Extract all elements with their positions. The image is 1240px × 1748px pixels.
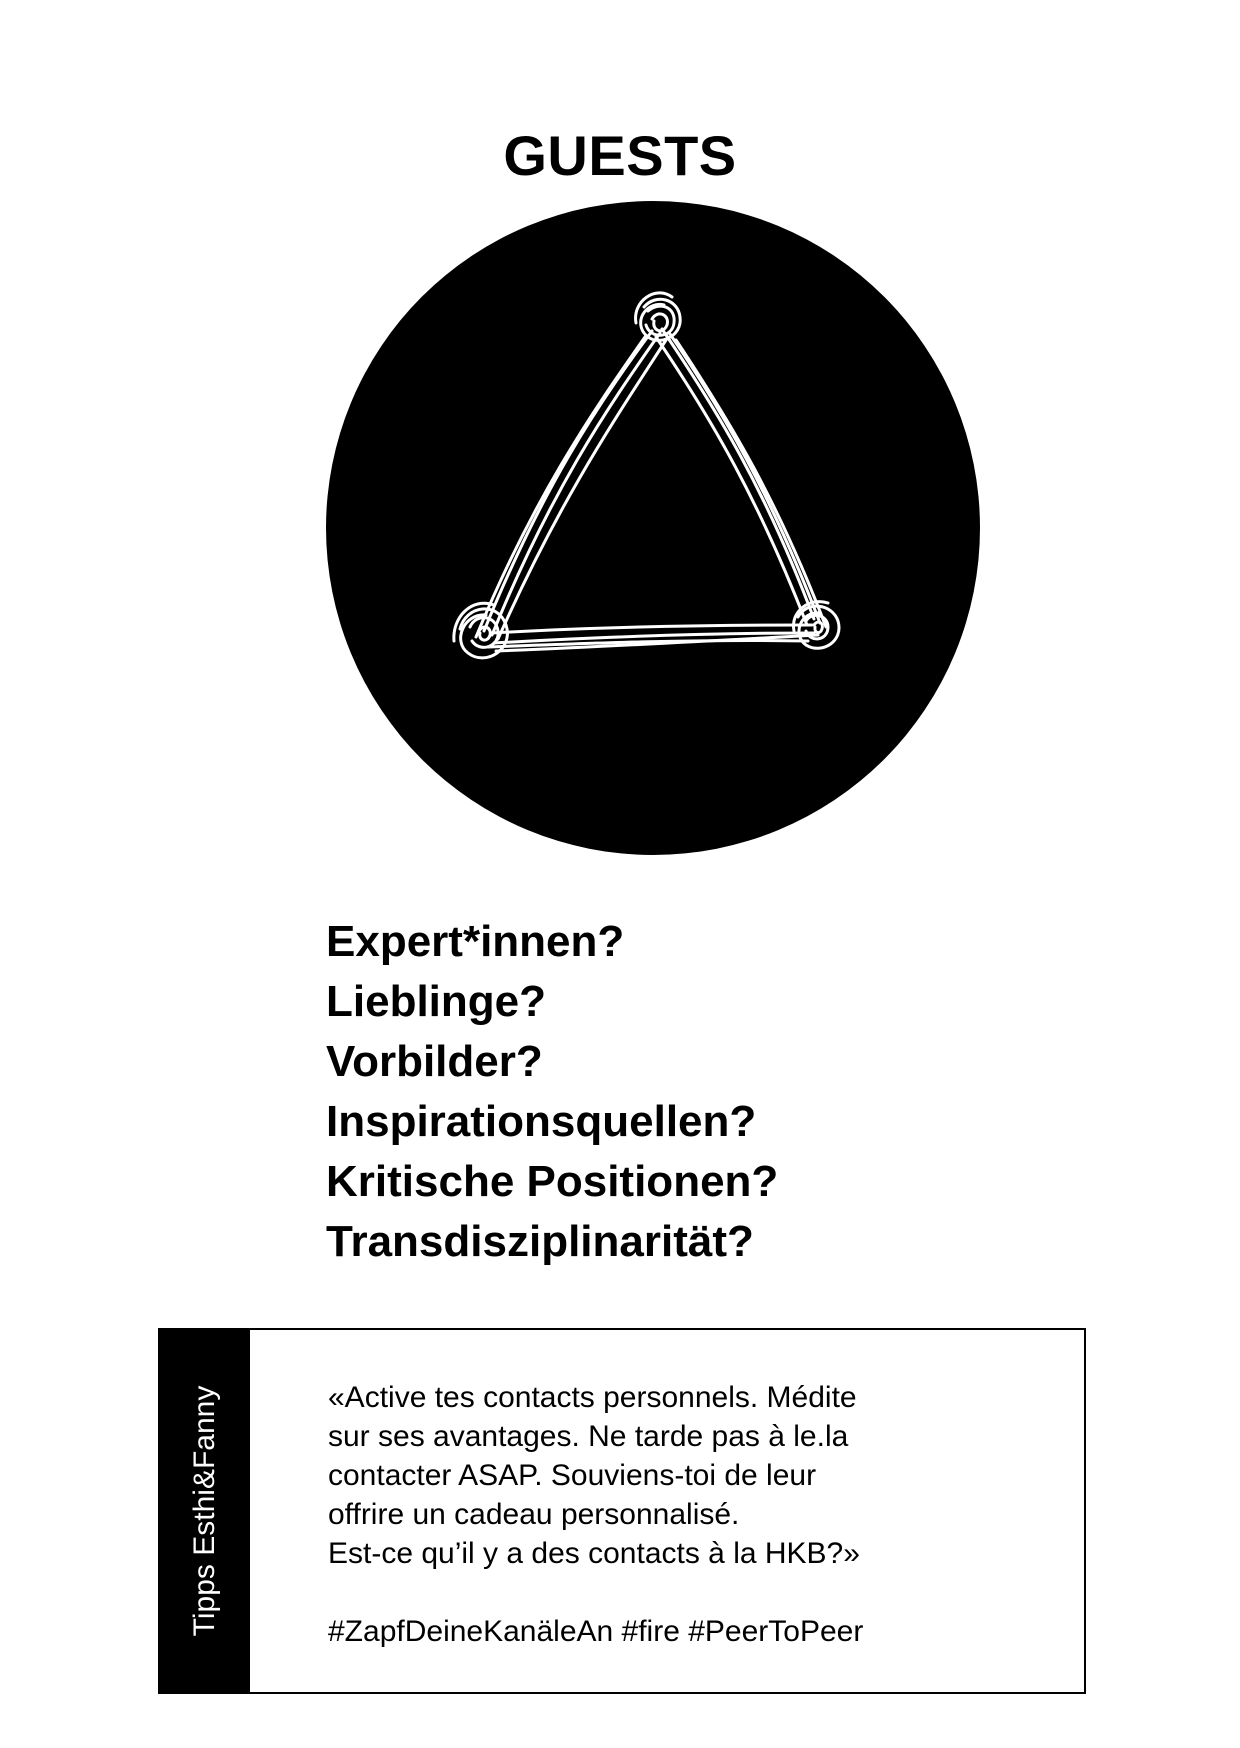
quote-line: offrire un cadeau personnalisé. [328,1498,740,1531]
question-item: Expert*innen? [326,917,625,966]
quote-line: Est-ce qu’il y a des contacts à la HKB?» [328,1537,860,1570]
tips-quote [328,1378,1048,1651]
question-item: Transdisziplinarität? [326,1217,754,1266]
quote-line: «Active tes contacts personnels. Médite [328,1381,857,1414]
tips-box [158,1328,1086,1694]
quote-line: contacter ASAP. Souviens-toi de leur [328,1459,817,1492]
hand-drawn-triangle-icon [326,201,980,855]
tips-tab [160,1330,250,1692]
hashtags: #ZapfDeineKanäleAn #fire #PeerToPeer [328,1615,864,1648]
tips-label: Tipps Esthi&Fanny [188,1385,221,1637]
emblem [326,201,980,855]
question-item: Vorbilder? [326,1037,543,1086]
question-item: Inspirationsquellen? [326,1097,757,1146]
question-item: Kritische Positionen? [326,1157,779,1206]
page-title: GUESTS [503,123,737,187]
quote-line: sur ses avantages. Ne tarde pas à le.la [328,1420,849,1453]
question-list [326,912,778,1272]
question-item: Lieblinge? [326,977,546,1026]
